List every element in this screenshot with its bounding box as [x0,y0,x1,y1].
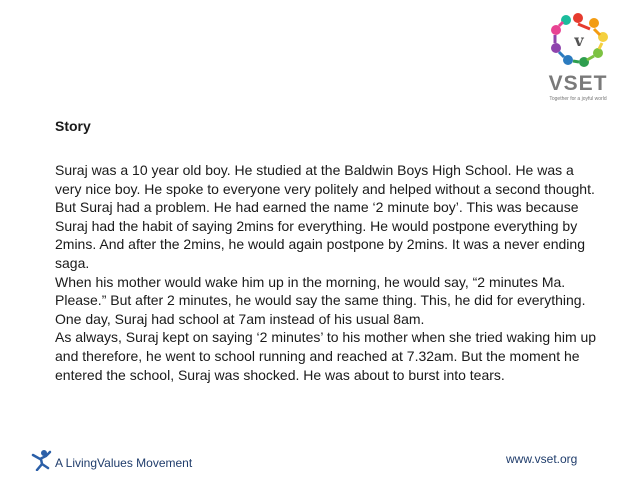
footer-brand-text: A LivingValues Movement [55,456,193,470]
people-circle-icon [528,12,628,74]
story-paragraph: When his mother would wake him up in the morning, he would say, “2 minutes Ma. Please.” But after 2 minutes, he would say the same thing. This, he did for everything. [55,273,586,309]
story-paragraph: Suraj was a 10 year old boy. He studied at the Baldwin Boys High School. He was a very nice boy. He spoke to everyone very politely and helped without a second thought. But Suraj had a problem. He had earned the name ‘2 minute boy’. This was because Suraj had the habit of saying 2mins for everything. He would postpone everything by 2mins. And after the 2mins, he would again postpone by 2mins. It was a never ending saga. [55,162,595,271]
leaping-person-icon [30,449,52,471]
vset-logo [528,12,636,108]
footer-brand [30,449,192,471]
svg-text:v: v [574,31,584,50]
footer-url-link[interactable]: www.vset.org [506,452,578,466]
story-paragraph: As always, Suraj kept on saying ‘2 minutes’ to his mother when she tried waking him up and therefore, he went to school running and reached at 7.32am. But the moment he entered the school, Suraj was shocked. He was about to burst into tears. [55,329,597,383]
page-title: Story [55,118,91,134]
logo-tagline: Together for a joyful world [549,96,607,102]
story-paragraph: One day, Suraj had school at 7am instead of his usual 8am. [55,310,425,327]
story-body [55,161,600,384]
logo-wordmark: VSET [548,72,608,95]
